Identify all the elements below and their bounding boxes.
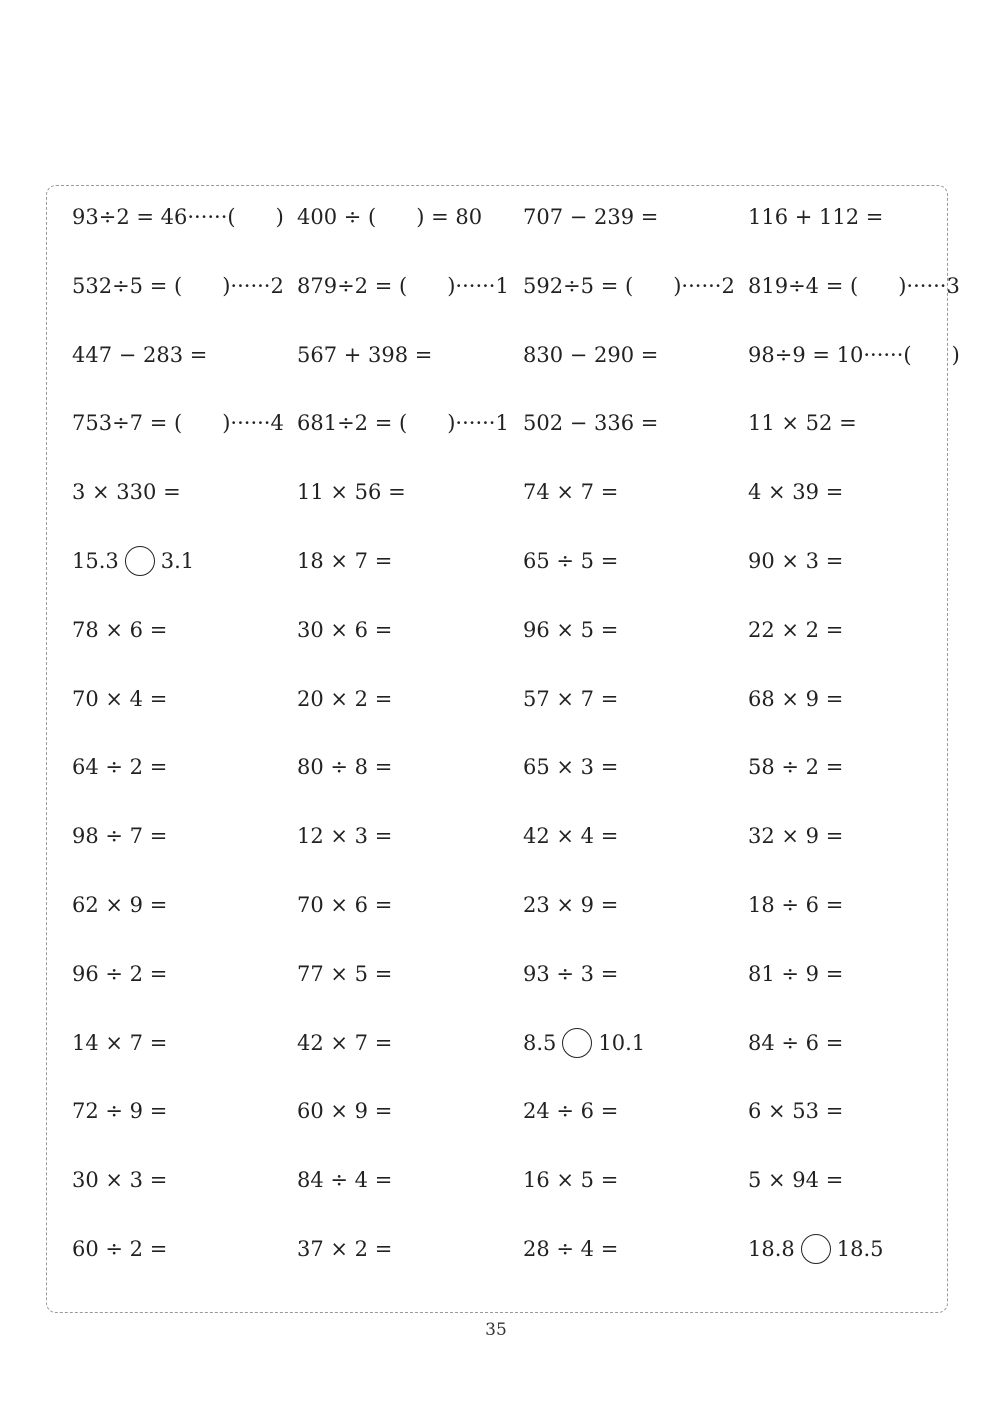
problem-text: 116 + 112 = <box>748 205 884 230</box>
problem-text: 879÷2 = ( )······1 <box>297 273 509 298</box>
comparison-right-value: 18.5 <box>836 1237 884 1262</box>
comparison-circle <box>801 1234 831 1264</box>
arithmetic-problem <box>72 182 284 251</box>
arithmetic-problem <box>297 1076 392 1145</box>
problem-text: 681÷2 = ( )······1 <box>297 411 509 436</box>
arithmetic-problem <box>297 182 482 251</box>
problem-text: 42 × 4 = <box>523 824 619 849</box>
arithmetic-problem <box>523 320 658 389</box>
arithmetic-problem <box>748 801 843 870</box>
arithmetic-problem <box>297 251 509 320</box>
problem-text: 72 ÷ 9 = <box>72 1099 168 1124</box>
comparison-left-value: 18.8 <box>748 1237 795 1262</box>
problem-text: 30 × 3 = <box>72 1168 168 1193</box>
arithmetic-problem <box>748 939 843 1008</box>
problem-text: 400 ÷ ( ) = 80 <box>297 205 483 230</box>
arithmetic-problem <box>297 526 392 595</box>
arithmetic-problem <box>523 1214 618 1283</box>
arithmetic-problem <box>297 388 509 457</box>
problem-text: 20 × 2 = <box>297 686 393 711</box>
problem-text: 77 × 5 = <box>297 961 393 986</box>
problem-text: 96 ÷ 2 = <box>72 961 168 986</box>
problem-text: 37 × 2 = <box>297 1237 393 1262</box>
arithmetic-problem <box>72 1076 167 1145</box>
problem-text: 70 × 6 = <box>297 893 393 918</box>
arithmetic-problem <box>72 595 167 664</box>
comparison-right-value: 10.1 <box>598 1030 646 1055</box>
comparison-problem <box>523 1008 645 1077</box>
problem-text: 74 × 7 = <box>523 480 619 505</box>
problem-text: 819÷4 = ( )······3 <box>748 273 960 298</box>
arithmetic-problem <box>523 457 618 526</box>
problem-text: 93÷2 = 46······( ) <box>72 205 284 230</box>
problem-text: 70 × 4 = <box>72 686 168 711</box>
arithmetic-problem <box>748 182 883 251</box>
problem-text: 447 − 283 = <box>72 342 208 367</box>
problem-text: 32 × 9 = <box>748 824 844 849</box>
problem-text: 18 × 7 = <box>297 549 393 574</box>
problem-text: 24 ÷ 6 = <box>523 1099 619 1124</box>
arithmetic-problem <box>72 1008 167 1077</box>
arithmetic-problem <box>297 664 392 733</box>
arithmetic-problem <box>523 939 618 1008</box>
problem-text: 58 ÷ 2 = <box>748 755 844 780</box>
arithmetic-problem <box>748 664 843 733</box>
comparison-problem <box>72 526 194 595</box>
comparison-left-value: 15.3 <box>72 549 119 574</box>
problem-text: 30 × 6 = <box>297 617 393 642</box>
problem-text: 3 × 330 = <box>72 480 181 505</box>
arithmetic-problem <box>523 870 618 939</box>
arithmetic-problem <box>72 457 181 526</box>
arithmetic-problem <box>523 595 618 664</box>
comparison-left-value: 8.5 <box>523 1030 557 1055</box>
arithmetic-problem <box>748 457 843 526</box>
arithmetic-problem <box>748 251 960 320</box>
arithmetic-problem <box>748 1145 843 1214</box>
problem-text: 830 − 290 = <box>523 342 659 367</box>
arithmetic-problem <box>297 595 392 664</box>
problem-text: 65 ÷ 5 = <box>523 549 619 574</box>
comparison-right-value: 3.1 <box>160 549 195 574</box>
arithmetic-problem <box>297 801 392 870</box>
problem-text: 11 × 52 = <box>748 411 857 436</box>
arithmetic-problem <box>748 1008 843 1077</box>
arithmetic-problem <box>523 732 618 801</box>
arithmetic-problem <box>297 1214 392 1283</box>
problem-text: 18 ÷ 6 = <box>748 893 844 918</box>
problem-text: 90 × 3 = <box>748 549 844 574</box>
arithmetic-problem <box>72 1145 167 1214</box>
problem-text: 84 ÷ 4 = <box>297 1168 393 1193</box>
problem-text: 42 × 7 = <box>297 1030 393 1055</box>
arithmetic-problem <box>72 801 167 870</box>
problem-text: 753÷7 = ( )······4 <box>72 411 284 436</box>
arithmetic-problem <box>523 251 735 320</box>
comparison-circle <box>125 546 155 576</box>
arithmetic-problem <box>523 1145 618 1214</box>
page-number: 35 <box>485 1320 507 1340</box>
problem-text: 502 − 336 = <box>523 411 659 436</box>
arithmetic-problem <box>297 870 392 939</box>
arithmetic-problem <box>748 320 960 389</box>
problem-text: 84 ÷ 6 = <box>748 1030 844 1055</box>
problem-text: 62 × 9 = <box>72 893 168 918</box>
arithmetic-problem <box>748 1076 843 1145</box>
comparison-circle <box>562 1028 592 1058</box>
problem-text: 4 × 39 = <box>748 480 844 505</box>
arithmetic-problem <box>748 732 843 801</box>
arithmetic-problem <box>297 1145 392 1214</box>
arithmetic-problem <box>72 664 167 733</box>
arithmetic-problem <box>748 526 843 595</box>
arithmetic-problem <box>72 732 167 801</box>
arithmetic-problem <box>523 801 618 870</box>
arithmetic-problem <box>72 1214 167 1283</box>
arithmetic-problem <box>72 388 284 457</box>
arithmetic-problem <box>297 1008 392 1077</box>
arithmetic-problem <box>748 388 857 457</box>
problem-text: 532÷5 = ( )······2 <box>72 273 284 298</box>
comparison-problem <box>748 1214 884 1283</box>
problem-text: 592÷5 = ( )······2 <box>523 273 735 298</box>
problem-text: 81 ÷ 9 = <box>748 961 844 986</box>
problem-text: 707 − 239 = <box>523 205 659 230</box>
problem-text: 22 × 2 = <box>748 617 844 642</box>
problem-text: 5 × 94 = <box>748 1168 844 1193</box>
problem-text: 12 × 3 = <box>297 824 393 849</box>
arithmetic-problem <box>297 320 432 389</box>
problem-text: 64 ÷ 2 = <box>72 755 168 780</box>
problem-text: 98 ÷ 7 = <box>72 824 168 849</box>
problem-text: 96 × 5 = <box>523 617 619 642</box>
problem-text: 60 ÷ 2 = <box>72 1237 168 1262</box>
arithmetic-problem <box>72 320 207 389</box>
problem-text: 93 ÷ 3 = <box>523 961 619 986</box>
problem-text: 78 × 6 = <box>72 617 168 642</box>
problem-text: 60 × 9 = <box>297 1099 393 1124</box>
arithmetic-problem <box>523 182 658 251</box>
problem-text: 16 × 5 = <box>523 1168 619 1193</box>
problem-text: 11 × 56 = <box>297 480 406 505</box>
arithmetic-problem <box>72 939 167 1008</box>
problem-text: 80 ÷ 8 = <box>297 755 393 780</box>
arithmetic-problem <box>523 664 618 733</box>
arithmetic-problem <box>523 388 658 457</box>
arithmetic-problem <box>748 595 843 664</box>
problem-text: 567 + 398 = <box>297 342 433 367</box>
arithmetic-problem <box>523 526 618 595</box>
arithmetic-problem <box>523 1076 618 1145</box>
problem-text: 23 × 9 = <box>523 893 619 918</box>
problem-text: 6 × 53 = <box>748 1099 844 1124</box>
problem-text: 68 × 9 = <box>748 686 844 711</box>
problem-text: 14 × 7 = <box>72 1030 168 1055</box>
problem-text: 98÷9 = 10······( ) <box>748 342 960 367</box>
arithmetic-problem <box>72 870 167 939</box>
problem-text: 57 × 7 = <box>523 686 619 711</box>
arithmetic-problem <box>297 939 392 1008</box>
problem-text: 65 × 3 = <box>523 755 619 780</box>
problem-text: 28 ÷ 4 = <box>523 1237 619 1262</box>
arithmetic-problem <box>297 732 392 801</box>
arithmetic-problem <box>72 251 284 320</box>
arithmetic-problem <box>297 457 406 526</box>
arithmetic-problem <box>748 870 843 939</box>
